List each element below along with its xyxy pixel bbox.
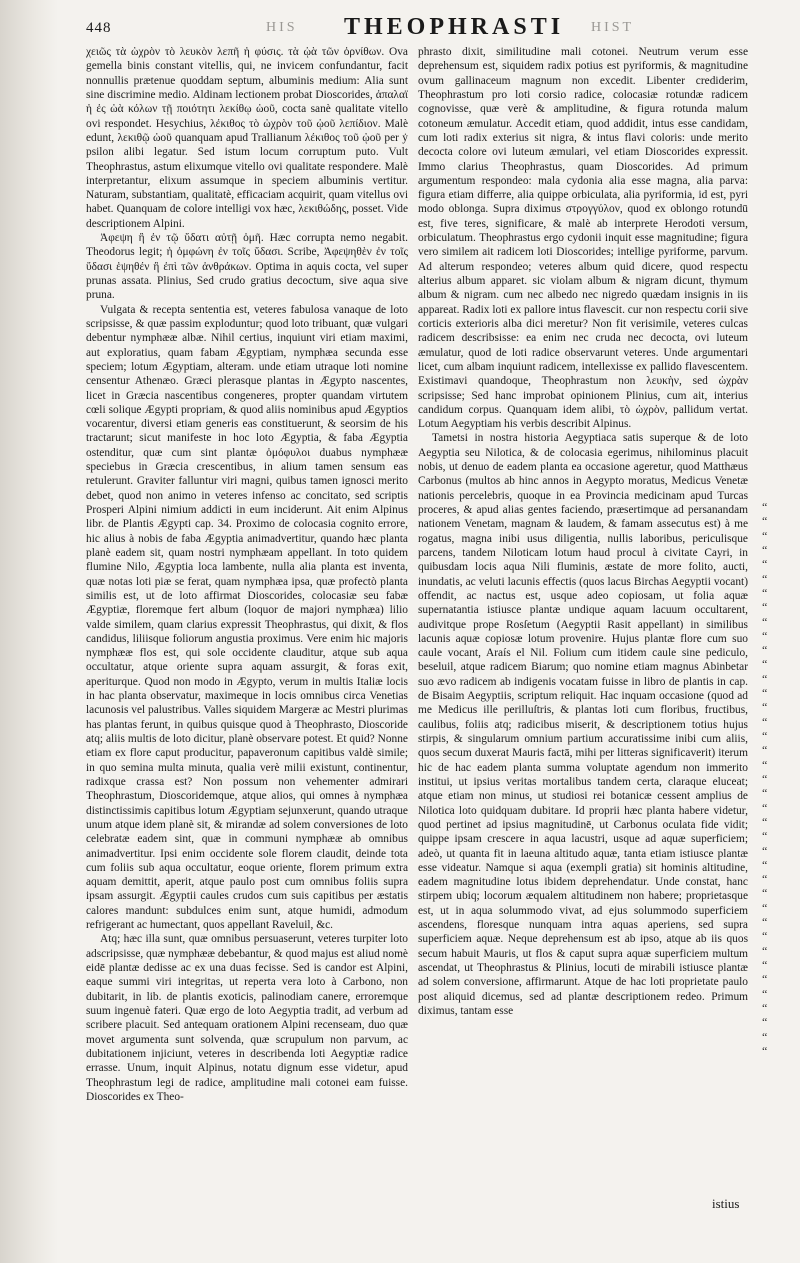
left-column	[86, 45, 408, 1235]
quote-mark: “	[762, 542, 768, 557]
quote-mark: “	[762, 686, 768, 701]
page-number: 448	[86, 20, 112, 36]
bleed-through-text-left: HIS	[266, 20, 298, 35]
quote-mark: “	[762, 986, 768, 1001]
quote-mark: “	[762, 771, 768, 786]
quote-mark: “	[762, 729, 768, 743]
quote-mark: “	[762, 872, 768, 887]
quote-mark: “	[762, 1015, 768, 1030]
paragraph: Tametsi in nostra historia Aegyptiaca satis superque & de loto Aegyptia seu Nilotica, & de colocasia egerimus, nihilominus placuit nobis, ut denuo de eadem planta ea occasione ageretur, quod Matthæus Carbonus (multos ab hinc annos in Aegypto moratus, Medicus Venetæ nationis percelebris, quoque in ea Provincia medicinam apud Turcas proceres, & apud alias gentes faciendo, præsertimque ad persanandam nationem Venetam, magnam & laudem, & famam assecutus est) à me rogatus, magna inibi usus diligentia, nullis laboribus, periculisque parcens, tandem Niloticam lotum haud procul à civitate Cayri, in quibusdam locis aqua Nili fluminis, æstate de more folito, aucti, inundatis, ac veluti lacunis effectis (quos lacus Birchas Aegyptii vocant) offendit, ac nactus est, usque adeo copiosam, ut folia aquæ supernatantia istiusce plantæ undique aquam lacuum occultarent, audivitque prope Rosſetum (Aegyptii Rasit appellant) in similibus lacunis aquæ copiosæ lotum provenire. Hujus plantæ flore cum suo caule vocant, Araís el Nil. Folium cum itidem caule sine pediculo, beseluil, atque radicem Biarum; quo nomine etiam magnus Abinbetar suo ævo radicem ab indigenis vocatam fuisse in libro de plantis in cap. de Bisaim Aegyptiis, scriptum reliquit. Hac inquam occasione (quod ad me Medicus ille perilluſtris, & plantas loti cum floribus, fructibus, caulibus, foliis atq; radicibus miserit, & descriptionem totius hujus stirpis, & singularum omnium partium accuratissime inibi cum aliis, quos secum duxerat Mauris factā, mihi per litteras significaverit) iterum hic de hac eadem planta summa voluptate agendum non immerito institui, ut ipsius veritas mortalibus tandem certa, claraque eluceat; atque etiam non minus, ut studiosi rei botanicæ cessent amplius de Nilotica loto quidquam dubitare. Id proprii hæc planta habere videtur, quod pertinet ad ipsius magnitudinē, ut Carbonus oculata fide vidit; quippe ipsam crescere in aqua lacustri, usque ad aquæ superficiem; adeò, ut quanta fit in laeuna altitudo aquæ, tanta etiam istiusce plantæ esse videatur. Namque si aqua (exempli gratia) sit hominis altitudine, eadem magnitudine lotus ibidem deprehendatur. Unde constat, hanc stirpem ubiq; locorum æqualem altitudinem non habere; proprietasque est, ut in aqua solummodo vivat, ad ejus solummodo superficiem ascendens, floresque nunquam intra aquas aperiens, sed supra superficiem aquæ. Neque deprehensum est ab ipso, atque ab iis quos secum habuit Mauris, ut flos & caput supra aquæ superficiem multum ascendat, ut Theophrastus & Plinius, locuti de mirabili istiusce plantæ ad solem conversione, affirmarunt. Atque de hac loti proprietate paulo post aliquid dicemus, sed ad plantæ descriptionem redeo. Primum diximus, tantam esse	[418, 432, 748, 1017]
quote-mark: “	[762, 628, 768, 643]
quote-mark: “	[762, 514, 768, 529]
quote-mark: “	[762, 743, 768, 758]
quote-mark: “	[762, 700, 768, 715]
quote-mark: “	[762, 614, 768, 629]
paragraph: χειῶς τὰ ὡχρὸν τὸ λευκὸν λεπῆ ἡ φύσις. τὰ ᾠὰ τῶν ὀρνίθων. Ova gemella binis constant vitellis, qui, ne invicem confundantur, facit nonnullis prætenue quoddam septum, albuminis medium: Alia sunt sine discrimine medio. Aldinam lectionem probat Dioscorides, ἀπαλαϊ ἡ ἐς ὠὰ κόλων τῇ ποιότητι λεκίθῳ ὠοῦ, cocta sanè qualitate vitello ovi respondet. Hesychius, λέκιθος τὸ ὠχρὸν τοῦ ᾠοῦ λεπίδιον. Malè edunt, λεκιθῷ ὠοῦ quanquam apud Trallianum λέκιθος τοῦ ᾠοῦ per ẏ psilon alibi legatur. Sed istum locum corruptum puto. Vult Theophrastus, astum elixumque vitello ovi qualitate respondere. Malè interpretantur, elixum assumque in speciem albuminis vertitur. Naturam, substantiam, qualitatè, efficaciam acquirit, quam vitellus ovi habet. Quanquam de colore intelligi vox hæc, λεκιθώδης, posset. Vide descriptionem Alpini.	[86, 46, 408, 230]
running-title: THEOPHRASTI	[344, 14, 565, 40]
quote-mark: “	[762, 929, 768, 944]
page-header	[86, 14, 796, 40]
quote-mark: “	[762, 857, 768, 872]
quote-mark: “	[762, 900, 768, 915]
paragraph: Ἀφεψη ἢ ἐν τῷ ὕδατι αὐτῇ ὀμῆ. Hæc corrupta nemo negabit. Theodorus legit; ἡ ὀμφώνη ἐν τοῖς ὕδασι. Scribe, Ἀφεψηθὲν ἐν τοῖς ὕδασι ἑψηθέν ἢ ἐπὶ τῶν ἀνθράκων. Optima in aquis cocta, vel super prunas assata. Plinius, Sed crudo gratius decoctum, sive aqua sive pruna.	[86, 232, 408, 302]
right-column	[418, 45, 748, 1235]
quote-mark: “	[762, 585, 768, 600]
quote-mark: “	[762, 600, 768, 615]
quote-mark: “	[762, 1029, 768, 1044]
quote-mark: “	[762, 657, 768, 672]
quote-mark: “	[762, 500, 768, 514]
quote-mark: “	[762, 714, 768, 729]
quote-mark: “	[762, 843, 768, 858]
paragraph: Atq; hæc illa sunt, quæ omnibus persuaserunt, veteres turpiter loto adscripsisse, quæ nymphææ debebantur, & quod majus est aliud nomè eidē plantæ dedisse ac ex una duas fecisse. Sed is candor est Alpini, eaque summi viri integritas, ut reperta vera loto à Carbono, non dubitarit, in lib. de plantis exoticis, palinodiam canere, erroremque suum ingenuè fateri. Quæ ergo de loto Aegyptia tradit, ad verbum ad scribere placuit. Sed antequam orationem Alpini recenseam, duo quæ movet argumenta sunt solvenda, quæ scrupulum non parvum, ac dubitationem injiciunt, veteres in describenda loti Aegyptiæ radice errasse. Unum, inquit Alpinus, notatu dignum esse videtur, apud Theophrastum legi de radice, amplitudine mali cotonei eam fuisse. Dioscorides ex Theo-	[86, 933, 408, 1103]
quote-mark: “	[762, 915, 768, 930]
catchword: istius	[712, 1196, 740, 1211]
quote-mark: “	[762, 757, 768, 772]
paragraph: Vulgata & recepta sententia est, veteres fabulosa vanaque de loto scripsisse, & quæ passim exploduntur; quod loto tribuant, quæ vulgari debentur nymphææ albæ. Nihil certius, inquiunt viri etiam maximi, aut exploratius, quam fabam Ægyptiam, nymphæa secunda esse speciem; lotum Ægyptiam, alteram. unde etiam utraque loti nomine censentur Athenæo. Græci plerasque plantas in Ægypto nascentes, licet in Græcia nascentibus congeneres, propter quandam virtutem cœli solique Ægypti propriam, & quod aliis nominibus apud Ægyptios vocarentur, diversi etiam generis eas constituerunt, & seorsim de his tractarunt; sicut manifeste in hoc loto Ægyptia, & faba Ægyptia ostenditur, quæ cum sint plantæ ὁμόφυλοι duabus nymphææ speciebus in Græcia crescentibus, in alium tamen sensum eas retulerunt. Graviter falluntur viri magni, quibus tamen ignosci merito debet, quod non animo in veteres infenso ac concitato, sed scriptis Prosperi Alpini nimium addicti in eum inciderunt. Ait enim Alpinus libr. de Plantis Ægypti cap. 34. Proximo de colocasia cognito errore, hic alius à nobis de faba Ægyptia animadvertitur, quando hæc planta planè eadem sit, quam nostri nymphæam appellant. In toto quidem flumine Nilo, Ægyptia loca lambente, nulla alia planta est inventa, quæ notas loti piæ se ferat, quam nymphæa ipsa, quæ profectò planta similis est, ut de loto affirmat Dioscorides, colocasiæ seu fabæ Ægyptiæ, floremque fert album (loquor de majori nymphæa) lilio valde similem, quam clarius expressit Theophrastus, qui dixit, & flos candidus, liliisque foliorum angustia proximus. Vere enim hic majoris nymphææ flos est, qui sole occidente clauditur, atque sub aqua occultatur, atque oriente supra aquam assurgit, & foras exit, aperiturque. Quod non modo in Ægypto, verum in multis Italiæ locis in hac planta observatur, maximeque in locis omnibus circa Venetias lacunosis vel palustribus. Valles siquidem Margeræ ac Mestri plurimas has plantas ferunt, in quibus quisque quod à Theophrasto, Dioscoride atq; aliis multis de loto dicitur, planè observare potest. Et quid? Nonne etiam ex flore caput producitur, papaveronum capitibus valdè simile; in quo semina multa minuta, qualia verè milii existunt, continentur, radixque crassa est? Non possum non vehementer admirari Theophrastum, Dioscoridemque, atque alios, qui omnes à nymphæa distinctissimis capitibus lotum Ægyptiam sejunxerunt, quando utraque unum atque idem planè sit, & mirandæ ad solem conversiones de loto celebratæ eadem sint, quæ in communi nymphææ ab omnibus animadvertitur. Ipsi enim occidente sole florem claudit, deinde tota cum foliis sub aqua occultatur, eoque oriente, florem primum extra aquam demittit, aperit, atque paulo post cum omnibus foliis supra ipsam assurgit. Ægyptii caules crudos cum suis capitibus per æstatis calores mandunt: subdulces enim sunt, atque humidi, admodum refrigerant ac humectant, quos appellant Raveluil, &c.	[86, 303, 408, 932]
quote-mark: “	[762, 943, 768, 958]
paragraph: phrasto dixit, similitudine mali cotonei. Neutrum verum esse deprehensum est, siquidem radix potius est pyriformis, & magnitudine ovum gallinaceum magnum non excedit. Libenter crediderim, Theophrastum pro loti corsio radice, colocasiæ rotundæ radicem cognovisse, quæ verè & amplitudine, & figura rotunda malum cotoneum æmulatur. Accedit etiam, quod addidit, intus esse candidam, cum loti radix exterius sit nigra, & intus flavi coloris: unde merito decocta colore ovi luteum æmulari, vel etiam Dioscorides expressit. Immo clarius Theophrastus, quam Dioscorides. Ad primum argumentum respondeo: mala cydonia alia esse magna, alia parva: figura etiam differre, alia quippe orbiculata, alia pyriformia, id est, pyri modo oblonga. Supra diximus στρογγύλον, quod ex oblongo rotundū est, five teres, significare, & malè ab interprete Herodoti versum, orbiculatum. Theophrastus ergo cydonii inquit esse magnitudine; figura vero similem ait radicem loti Dioscorides; intellige pyriforme, parvum. Ad alterum respondeo; veteres album quid dicere, quod respectu alterius album apparet. sic violam album & nigram dicunt, thymum album & nigram. cum nec albedo nec nigredo quædam insignis in iis appareat. Radix loti ex pallore intus flavescit. cur non respectu corii sive corticis exterioris alba dici meretur? Non fit verisimile, veteres culcas radicem describsisse: ea enim nec cruda nec decocta, ovi luteum æmulatur, quod de loti radice observarunt veteres. Unde argumentari licet, cum albam inquiunt radicem, intellexisse ex pallido flavescentem. Existimavi quandoque, Theophrastum non λευκὴν, sed ὠχρὰν scripsisse; Sed hanc improbat opinionem Plinius, cum ait, interius candidum corpus. Quanquam idem alibi, τὸ ὠχρὸν, pallidum vertat. Lotum Aegyptiam his verbis describit Alpinus.	[418, 46, 748, 431]
quote-mark: “	[762, 528, 768, 543]
page-gutter-shadow	[0, 0, 58, 1263]
quote-mark: “	[762, 814, 768, 829]
quote-mark: “	[762, 1000, 768, 1015]
quote-mark: “	[762, 571, 768, 586]
quote-mark: “	[762, 671, 768, 686]
quote-mark: “	[762, 800, 768, 815]
quote-mark: “	[762, 786, 768, 801]
quote-mark: “	[762, 643, 768, 658]
quote-mark: “	[762, 958, 768, 972]
quote-mark: “	[762, 1043, 768, 1058]
quote-mark: “	[762, 886, 768, 901]
quote-mark: “	[762, 829, 768, 844]
quote-mark: “	[762, 557, 768, 572]
quote-mark: “	[762, 972, 768, 987]
bleed-through-text-right: HIST	[591, 20, 635, 35]
margin-quotation-marks	[762, 500, 792, 1060]
